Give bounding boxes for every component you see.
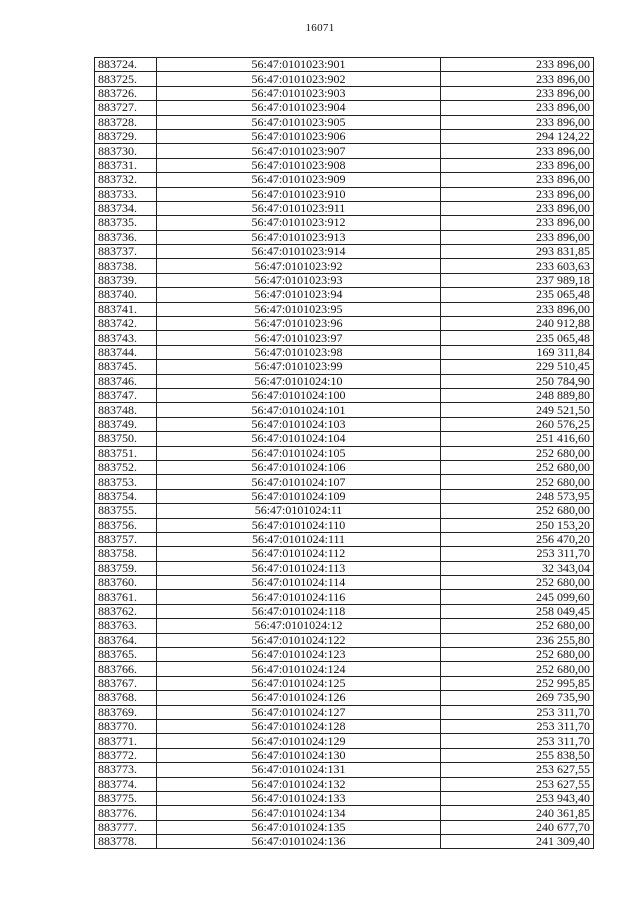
cadastral-number-cell: 56:47:0101024:123 [157,648,441,662]
cadastral-number-cell: 56:47:0101024:103 [157,417,441,431]
table-row [95,791,594,805]
cadastral-value-cell: 252 680,00 [441,619,594,633]
table-row [95,633,594,647]
cadastral-number-cell: 56:47:0101024:10 [157,374,441,388]
row-number-cell: 883745. [95,360,157,374]
cadastral-value-cell: 253 943,40 [441,791,594,805]
row-number-cell: 883732. [95,173,157,187]
row-number-cell: 883749. [95,417,157,431]
row-number-cell: 883766. [95,662,157,676]
table-row [95,72,594,86]
cadastral-value-cell: 169 311,84 [441,345,594,359]
row-number-cell: 883767. [95,676,157,690]
cadastral-value-cell: 233 896,00 [441,72,594,86]
cadastral-number-cell: 56:47:0101024:100 [157,388,441,402]
row-number-cell: 883731. [95,158,157,172]
cadastral-number-cell: 56:47:0101023:906 [157,129,441,143]
row-number-cell: 883775. [95,791,157,805]
row-number-cell: 883765. [95,648,157,662]
row-number-cell: 883751. [95,446,157,460]
row-number-cell: 883764. [95,633,157,647]
row-number-cell: 883774. [95,777,157,791]
table-row [95,230,594,244]
table-row [95,345,594,359]
cadastral-number-cell: 56:47:0101024:111 [157,532,441,546]
table-row [95,806,594,820]
cadastral-value-cell: 269 735,90 [441,691,594,705]
cadastral-number-cell: 56:47:0101023:95 [157,302,441,316]
row-number-cell: 883773. [95,763,157,777]
table-row [95,446,594,460]
cadastral-value-cell: 252 680,00 [441,648,594,662]
table-row [95,691,594,705]
cadastral-value-cell: 236 255,80 [441,633,594,647]
cadastral-value-cell: 233 896,00 [441,144,594,158]
row-number-cell: 883737. [95,245,157,259]
cadastral-value-cell: 252 680,00 [441,504,594,518]
cadastral-value-cell: 240 912,88 [441,317,594,331]
cadastral-value-cell: 241 309,40 [441,835,594,849]
cadastral-value-cell: 255 838,50 [441,748,594,762]
table-row [95,719,594,733]
row-number-cell: 883763. [95,619,157,633]
table-row [95,273,594,287]
table-row [95,173,594,187]
row-number-cell: 883735. [95,216,157,230]
cadastral-number-cell: 56:47:0101024:11 [157,504,441,518]
cadastral-value-cell: 237 989,18 [441,273,594,287]
row-number-cell: 883726. [95,86,157,100]
cadastral-number-cell: 56:47:0101024:122 [157,633,441,647]
cadastral-number-cell: 56:47:0101024:118 [157,604,441,618]
row-number-cell: 883756. [95,518,157,532]
cadastral-value-table [94,57,594,849]
table-row [95,547,594,561]
cadastral-value-cell: 253 311,70 [441,547,594,561]
table-row [95,619,594,633]
cadastral-number-cell: 56:47:0101023:96 [157,317,441,331]
table-row [95,820,594,834]
table-body [95,58,594,849]
cadastral-value-cell: 233 896,00 [441,58,594,72]
cadastral-number-cell: 56:47:0101023:908 [157,158,441,172]
cadastral-value-cell: 251 416,60 [441,432,594,446]
table-row [95,317,594,331]
cadastral-number-cell: 56:47:0101024:104 [157,432,441,446]
cadastral-number-cell: 56:47:0101024:135 [157,820,441,834]
row-number-cell: 883740. [95,288,157,302]
cadastral-value-cell: 32 343,04 [441,561,594,575]
table-row [95,734,594,748]
cadastral-number-cell: 56:47:0101023:905 [157,115,441,129]
cadastral-value-cell: 258 049,45 [441,604,594,618]
cadastral-value-cell: 233 896,00 [441,115,594,129]
table-row [95,763,594,777]
cadastral-value-cell: 293 831,85 [441,245,594,259]
row-number-cell: 883733. [95,187,157,201]
row-number-cell: 883738. [95,259,157,273]
cadastral-number-cell: 56:47:0101023:97 [157,331,441,345]
cadastral-number-cell: 56:47:0101023:911 [157,201,441,215]
cadastral-number-cell: 56:47:0101024:126 [157,691,441,705]
cadastral-number-cell: 56:47:0101023:99 [157,360,441,374]
row-number-cell: 883759. [95,561,157,575]
cadastral-value-cell: 250 784,90 [441,374,594,388]
page-number: 16071 [305,22,335,34]
table-row [95,835,594,849]
cadastral-value-cell: 245 099,60 [441,590,594,604]
table-row [95,360,594,374]
table-row [95,532,594,546]
cadastral-value-cell: 252 680,00 [441,662,594,676]
row-number-cell: 883771. [95,734,157,748]
row-number-cell: 883760. [95,576,157,590]
cadastral-number-cell: 56:47:0101023:901 [157,58,441,72]
row-number-cell: 883748. [95,403,157,417]
table-row [95,504,594,518]
cadastral-number-cell: 56:47:0101024:133 [157,791,441,805]
cadastral-value-cell: 235 065,48 [441,331,594,345]
cadastral-value-cell: 249 521,50 [441,403,594,417]
table-row [95,216,594,230]
table-row [95,129,594,143]
cadastral-number-cell: 56:47:0101024:112 [157,547,441,561]
cadastral-value-cell: 233 896,00 [441,101,594,115]
cadastral-number-cell: 56:47:0101024:134 [157,806,441,820]
table-row [95,777,594,791]
row-number-cell: 883762. [95,604,157,618]
cadastral-value-cell: 248 889,80 [441,388,594,402]
cadastral-number-cell: 56:47:0101024:12 [157,619,441,633]
cadastral-number-cell: 56:47:0101024:129 [157,734,441,748]
cadastral-value-cell: 260 576,25 [441,417,594,431]
row-number-cell: 883752. [95,460,157,474]
cadastral-value-cell: 229 510,45 [441,360,594,374]
cadastral-value-cell: 248 573,95 [441,489,594,503]
table-row [95,101,594,115]
cadastral-value-cell: 252 680,00 [441,576,594,590]
cadastral-number-cell: 56:47:0101024:101 [157,403,441,417]
cadastral-value-cell: 240 361,85 [441,806,594,820]
cadastral-value-cell: 233 603,63 [441,259,594,273]
cadastral-number-cell: 56:47:0101023:903 [157,86,441,100]
row-number-cell: 883769. [95,705,157,719]
table-row [95,86,594,100]
cadastral-value-cell: 253 311,70 [441,734,594,748]
cadastral-number-cell: 56:47:0101023:914 [157,245,441,259]
table-row [95,417,594,431]
cadastral-number-cell: 56:47:0101024:114 [157,576,441,590]
cadastral-number-cell: 56:47:0101023:904 [157,101,441,115]
row-number-cell: 883747. [95,388,157,402]
table-row [95,648,594,662]
cadastral-number-cell: 56:47:0101024:113 [157,561,441,575]
cadastral-number-cell: 56:47:0101024:105 [157,446,441,460]
row-number-cell: 883750. [95,432,157,446]
cadastral-number-cell: 56:47:0101023:98 [157,345,441,359]
table-row [95,561,594,575]
table-row [95,460,594,474]
cadastral-number-cell: 56:47:0101023:94 [157,288,441,302]
cadastral-number-cell: 56:47:0101024:128 [157,719,441,733]
table-row [95,705,594,719]
cadastral-number-cell: 56:47:0101024:124 [157,662,441,676]
cadastral-number-cell: 56:47:0101024:107 [157,475,441,489]
cadastral-value-cell: 233 896,00 [441,173,594,187]
table-row [95,245,594,259]
row-number-cell: 883736. [95,230,157,244]
cadastral-value-cell: 252 995,85 [441,676,594,690]
cadastral-number-cell: 56:47:0101024:131 [157,763,441,777]
cadastral-number-cell: 56:47:0101023:93 [157,273,441,287]
table-row [95,748,594,762]
cadastral-number-cell: 56:47:0101023:907 [157,144,441,158]
cadastral-number-cell: 56:47:0101024:130 [157,748,441,762]
row-number-cell: 883770. [95,719,157,733]
cadastral-value-cell: 253 311,70 [441,719,594,733]
row-number-cell: 883725. [95,72,157,86]
row-number-cell: 883742. [95,317,157,331]
cadastral-value-cell: 233 896,00 [441,201,594,215]
row-number-cell: 883730. [95,144,157,158]
cadastral-number-cell: 56:47:0101023:910 [157,187,441,201]
row-number-cell: 883727. [95,101,157,115]
row-number-cell: 883729. [95,129,157,143]
cadastral-value-cell: 235 065,48 [441,288,594,302]
row-number-cell: 883724. [95,58,157,72]
table-row [95,432,594,446]
cadastral-number-cell: 56:47:0101024:116 [157,590,441,604]
cadastral-number-cell: 56:47:0101023:902 [157,72,441,86]
row-number-cell: 883734. [95,201,157,215]
row-number-cell: 883739. [95,273,157,287]
row-number-cell: 883761. [95,590,157,604]
table-row [95,475,594,489]
table-row [95,662,594,676]
table-row [95,158,594,172]
table-row [95,302,594,316]
cadastral-value-cell: 253 627,55 [441,763,594,777]
table-row [95,590,594,604]
row-number-cell: 883776. [95,806,157,820]
row-number-cell: 883757. [95,532,157,546]
cadastral-number-cell: 56:47:0101024:109 [157,489,441,503]
table-row [95,115,594,129]
cadastral-value-cell: 252 680,00 [441,446,594,460]
cadastral-value-cell: 253 311,70 [441,705,594,719]
cadastral-value-cell: 250 153,20 [441,518,594,532]
row-number-cell: 883741. [95,302,157,316]
table-row [95,518,594,532]
table-row [95,388,594,402]
row-number-cell: 883754. [95,489,157,503]
row-number-cell: 883728. [95,115,157,129]
cadastral-value-cell: 233 896,00 [441,187,594,201]
cadastral-value-cell: 233 896,00 [441,230,594,244]
table-row [95,374,594,388]
cadastral-value-cell: 240 677,70 [441,820,594,834]
row-number-cell: 883772. [95,748,157,762]
table-row [95,489,594,503]
cadastral-number-cell: 56:47:0101023:909 [157,173,441,187]
row-number-cell: 883746. [95,374,157,388]
table-row [95,403,594,417]
row-number-cell: 883758. [95,547,157,561]
row-number-cell: 883777. [95,820,157,834]
table-row [95,187,594,201]
cadastral-value-cell: 252 680,00 [441,460,594,474]
row-number-cell: 883753. [95,475,157,489]
cadastral-number-cell: 56:47:0101024:106 [157,460,441,474]
cadastral-value-cell: 252 680,00 [441,475,594,489]
row-number-cell: 883755. [95,504,157,518]
cadastral-number-cell: 56:47:0101024:136 [157,835,441,849]
cadastral-number-cell: 56:47:0101024:125 [157,676,441,690]
cadastral-value-cell: 233 896,00 [441,86,594,100]
row-number-cell: 883768. [95,691,157,705]
cadastral-value-cell: 294 124,22 [441,129,594,143]
cadastral-value-cell: 233 896,00 [441,158,594,172]
cadastral-number-cell: 56:47:0101024:132 [157,777,441,791]
table-row [95,58,594,72]
cadastral-value-cell: 233 896,00 [441,302,594,316]
table-row [95,259,594,273]
cadastral-number-cell: 56:47:0101024:110 [157,518,441,532]
row-number-cell: 883778. [95,835,157,849]
cadastral-number-cell: 56:47:0101023:912 [157,216,441,230]
cadastral-number-cell: 56:47:0101023:92 [157,259,441,273]
cadastral-number-cell: 56:47:0101024:127 [157,705,441,719]
table-row [95,676,594,690]
table-row [95,144,594,158]
table-row [95,288,594,302]
table-row [95,331,594,345]
table-row [95,604,594,618]
cadastral-number-cell: 56:47:0101023:913 [157,230,441,244]
cadastral-value-cell: 253 627,55 [441,777,594,791]
row-number-cell: 883744. [95,345,157,359]
table-row [95,201,594,215]
row-number-cell: 883743. [95,331,157,345]
cadastral-value-cell: 256 470,20 [441,532,594,546]
cadastral-value-cell: 233 896,00 [441,216,594,230]
table-row [95,576,594,590]
